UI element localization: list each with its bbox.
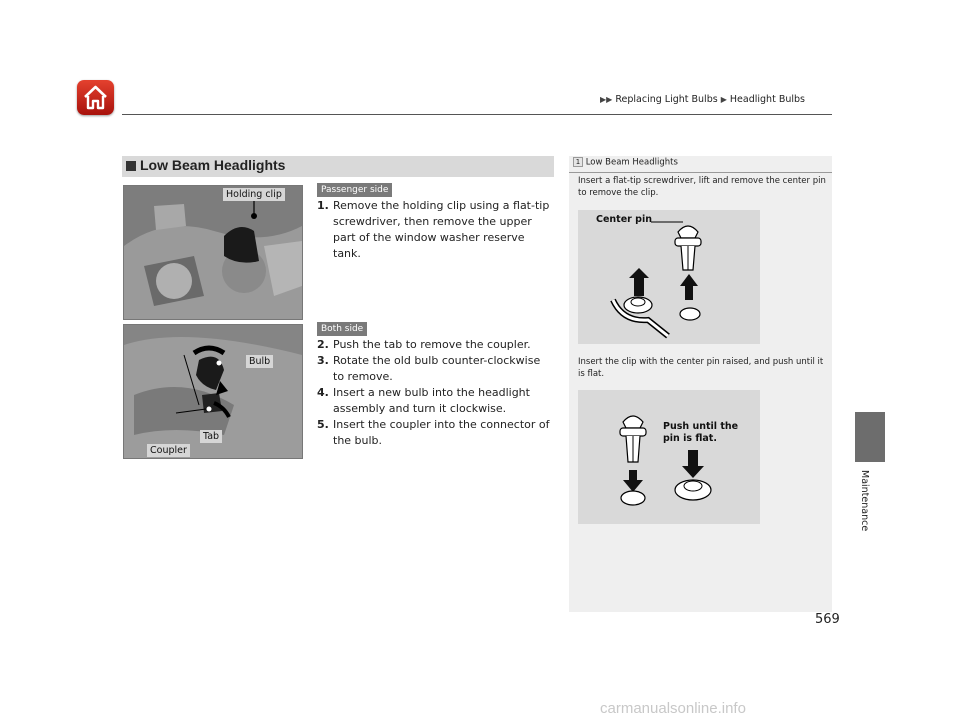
step-3 — [317, 353, 554, 385]
section-bullet-icon — [126, 161, 136, 171]
steps-list — [317, 337, 554, 449]
breadcrumb-item[interactable]: Replacing Light Bulbs — [615, 94, 718, 105]
header-divider — [122, 114, 832, 115]
chapter-label-text: Maintenance — [859, 470, 870, 532]
side-note-title-text: Low Beam Headlights — [585, 157, 678, 168]
reference-mark-icon: 1 — [573, 157, 583, 167]
push-until-flat-label — [663, 421, 738, 445]
step-2 — [317, 337, 554, 353]
home-icon — [77, 80, 114, 115]
up-arrow-icon — [680, 274, 698, 300]
step-number: 5. — [317, 418, 329, 431]
both-side-label: Both side — [317, 322, 367, 336]
bulb-callout: Bulb — [246, 355, 273, 368]
holding-clip-callout: Holding clip — [223, 188, 285, 201]
tab-callout: Tab — [200, 430, 222, 443]
home-button[interactable] — [77, 80, 114, 115]
breadcrumb-item[interactable]: Headlight Bulbs — [729, 94, 805, 105]
passenger-side-label: Passenger side — [317, 183, 392, 197]
step-text: Rotate the old bulb counter-clockwise to remove. — [333, 354, 541, 383]
step-1 — [317, 198, 554, 262]
clip-install-diagram — [578, 390, 760, 524]
breadcrumb-arrow-icon: ▶▶ — [600, 95, 613, 104]
center-pin-label: Center pin — [596, 214, 652, 225]
page-number: 569 — [815, 612, 840, 627]
step-5 — [317, 417, 554, 449]
step-4 — [317, 385, 554, 417]
section-title: Low Beam Headlights — [140, 157, 286, 173]
down-arrow-icon — [682, 450, 704, 478]
clip-icon — [675, 226, 701, 270]
watermark: carmanualsonline.info — [600, 700, 746, 717]
side-note-title — [573, 157, 678, 168]
step-number: 4. — [317, 386, 329, 399]
step-text: Push the tab to remove the coupler. — [333, 338, 531, 351]
step-number: 2. — [317, 338, 329, 351]
side-note-para-1: Insert a flat-tip screwdriver, lift and remove the center pin to remove the clip. — [578, 176, 826, 198]
push-label-line-1: Push until the — [663, 421, 739, 432]
side-note-divider — [569, 172, 832, 173]
chapter-label — [845, 470, 895, 550]
down-arrow-icon — [623, 470, 643, 492]
chapter-tab[interactable] — [855, 412, 885, 462]
side-note-para-2: Insert the clip with the center pin raised, and push until it is flat. — [578, 357, 824, 379]
step-text: Remove the holding clip using a flat-tip screwdriver, then remove the upper part of the window washer reserve tank. — [333, 199, 550, 260]
step-number: 3. — [317, 354, 329, 367]
holding-clip-photo — [123, 185, 303, 320]
coupler-callout: Coupler — [147, 444, 190, 457]
step-text: Insert a new bulb into the headlight assembly and turn it clockwise. — [333, 386, 530, 415]
clip-removal-diagram — [578, 210, 760, 344]
step-text: Insert the coupler into the connector of the bulb. — [333, 418, 550, 447]
breadcrumb-arrow-icon: ▶ — [720, 95, 727, 104]
clip-icon — [620, 416, 646, 462]
step-number: 1. — [317, 199, 329, 212]
breadcrumb — [600, 94, 805, 105]
push-label-line-2: pin is flat. — [663, 433, 717, 444]
